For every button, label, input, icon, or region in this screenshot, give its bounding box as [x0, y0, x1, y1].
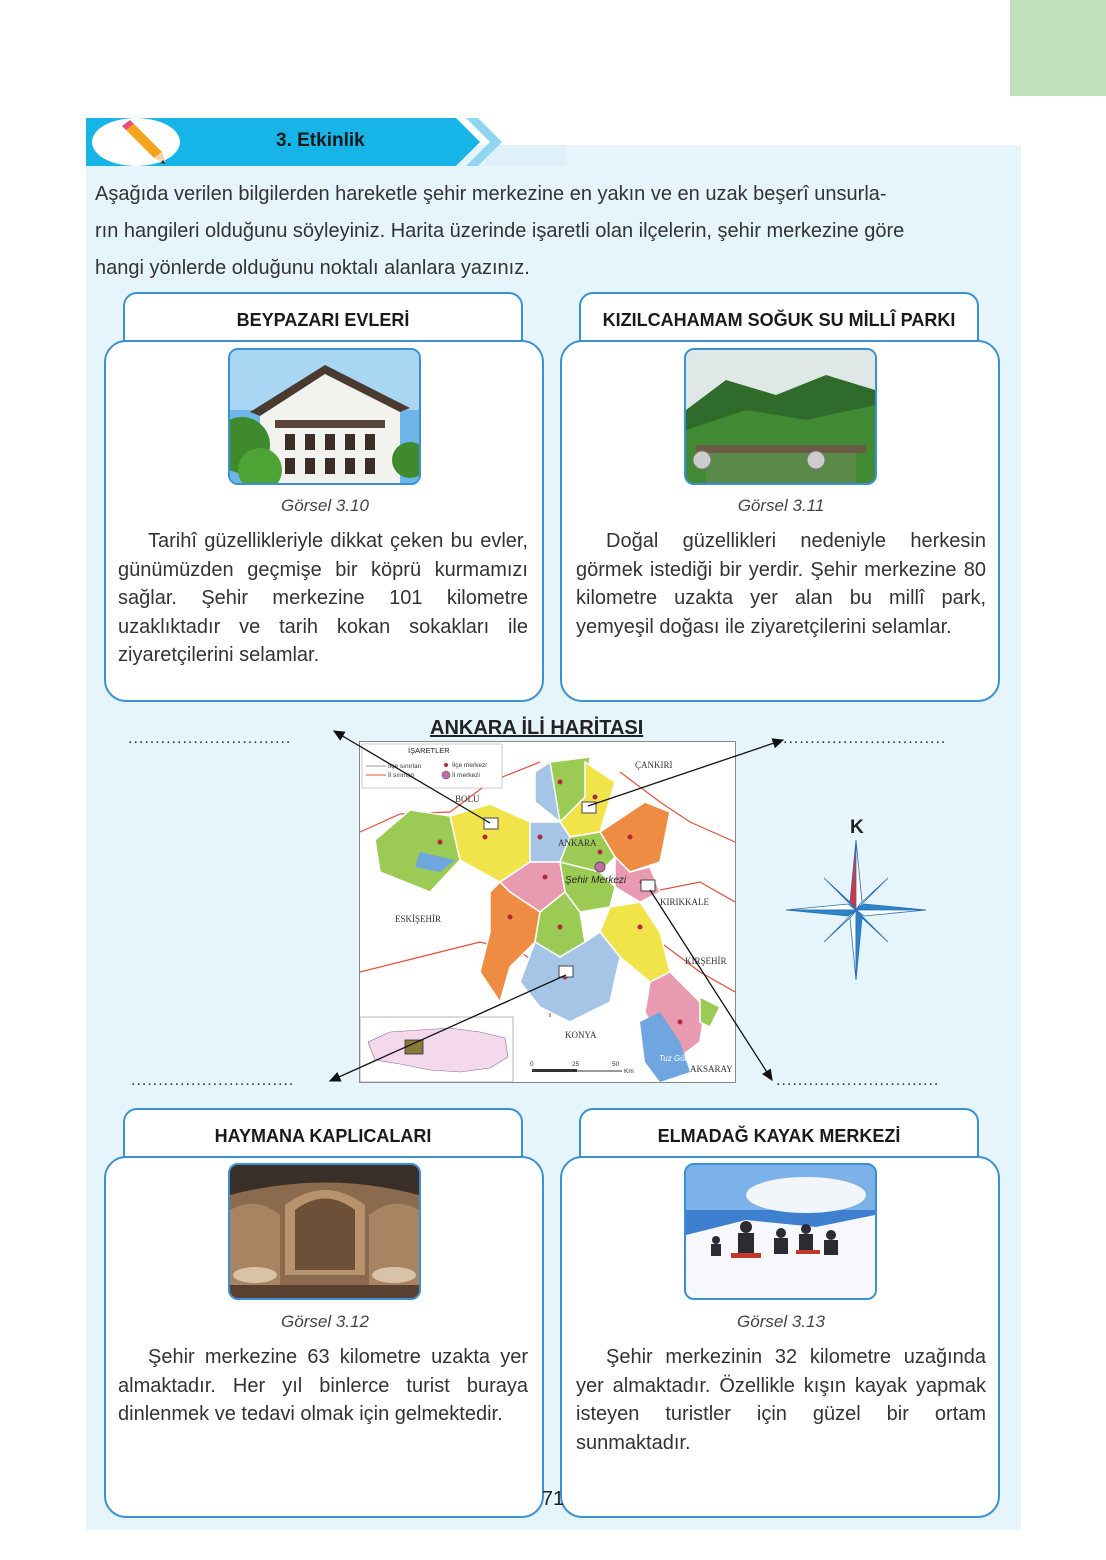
legend-district-center: İlçe merkezi [452, 762, 487, 769]
map-label-konya: KONYA [565, 1030, 597, 1040]
card-title-haymana: HAYMANA KAPLICALARI [123, 1108, 523, 1168]
caption-gorsel-3-10: Görsel 3.10 [281, 496, 369, 515]
blank-bottom-right[interactable]: .............................. [776, 1072, 940, 1089]
compass-rose-icon [786, 840, 926, 985]
description-haymana: Şehir merkezine 63 kilometre uzakta yer almaktadır. Her yıl binlerce turist buraya dinlenmek ve tedavi olmak için gelmektedir. [118, 1346, 528, 1425]
legend-province-center: İl merkezi [452, 772, 480, 779]
map-label-kirsehir: KIRŞEHİR [685, 956, 727, 966]
activity-title: 3. Etkinlik [276, 130, 365, 151]
description-elmadag: Şehir merkezinin 32 kilometre uzağında yer almaktadır. Özellikle kışın kayak yapmak isteyen turistler için güzel bir ortam sunmaktadır. [576, 1346, 986, 1454]
blank-top-left[interactable]: .............................. [128, 730, 292, 747]
intro-line: rın hangileri olduğunu söyleyiniz. Harita üzerinde işaretli olan ilçelerin, şehir merkezine göre [95, 220, 905, 242]
caption-gorsel-3-11: Görsel 3.11 [737, 496, 825, 515]
map-label-tuz-golu: Tuz Gölü [659, 1054, 691, 1063]
caption-gorsel-3-12: Görsel 3.12 [281, 1312, 369, 1331]
scale-25: 25 [572, 1061, 580, 1068]
map-label-ankara: ANKARA [558, 838, 597, 848]
map-label-bolu: BOLU [455, 794, 480, 804]
blank-top-right[interactable]: .............................. [783, 730, 947, 747]
intro-line: Aşağıda verilen bilgilerden hareketle şehir merkezine en yakın ve en uzak beşerî unsurla- [95, 183, 887, 205]
map-label-aksaray: AKSARAY [690, 1064, 733, 1074]
map-title: ANKARA İLİ HARİTASI [430, 717, 644, 739]
caption-gorsel-3-13: Görsel 3.13 [737, 1312, 825, 1331]
blank-bottom-left[interactable]: .............................. [131, 1072, 295, 1089]
page-number: 71 [541, 1488, 565, 1510]
intro-line: hangi yönlerde olduğunu noktalı alanlara yazınız. [95, 257, 530, 279]
map-label-cankiri: ÇANKIRI [635, 760, 673, 770]
map-label-eskisehir: ESKİŞEHİR [395, 914, 442, 924]
compass-north-label: K [850, 817, 864, 838]
scale-unit: Km [624, 1068, 634, 1075]
scale-0: 0 [530, 1061, 534, 1068]
legend-district-border: İlçe sınırları [388, 763, 422, 770]
card-title-elmadag: ELMADAĞ KAYAK MERKEZİ [579, 1108, 979, 1168]
scale-50: 50 [612, 1061, 620, 1068]
photo-elmadag-ski [684, 1163, 877, 1300]
photo-haymana-spa [228, 1163, 421, 1300]
card-title-kizilcahamam: KIZILCAHAMAM SOĞUK SU MİLLÎ PARKI [579, 292, 979, 352]
map-label-city-center: Şehir Merkezi [565, 875, 627, 886]
description-beypazari: Tarihî güzellikleriyle dikkat çeken bu evler, günümüzden geçmişe bir köprü kurmamızı sağlar. Şehir merkezine 101 kilometre uzaklıktadır ve tarih kokan sokakları ile ziyaretçilerini selamlar. [118, 530, 528, 666]
description-kizilcahamam: Doğal güzellikleri nedeniyle herkesin görmek istediği bir yerdir. Şehir merkezine 80 kilometre uzakta yer alan bu millî park, yemyeşil doğası ile ziyaretçilerini selamlar. [576, 530, 986, 638]
legend-title: İŞARETLER [408, 746, 450, 755]
legend-province-border: İl sınırları [388, 772, 415, 779]
card-title-beypazari: BEYPAZARI EVLERİ [123, 292, 523, 352]
map-label-kirikkale: KIRIKKALE [660, 897, 709, 907]
